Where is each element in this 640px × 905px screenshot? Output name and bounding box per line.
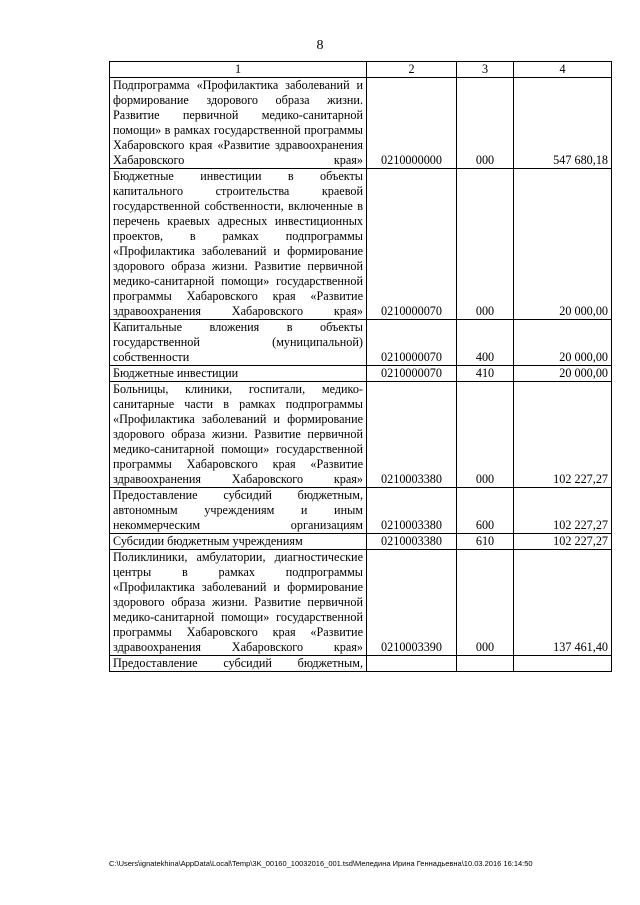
row-amount: 102 227,27 — [514, 488, 612, 534]
row-expense-type — [457, 656, 514, 672]
row-code: 0210003390 — [367, 550, 457, 656]
table-row — [110, 320, 612, 366]
row-code — [367, 656, 457, 672]
row-name: Капитальные вложения в объекты государственной (муниципальной) собственности — [110, 320, 367, 366]
column-header-1: 1 — [110, 62, 367, 78]
row-expense-type: 600 — [457, 488, 514, 534]
footer-file-path: C:\Users\ignatekhina\AppData\Local\Temp\3K_00160_10032016_001.tsd\Меледина Ирина Геннадьевна\10.03.2016 16:14:50 — [109, 859, 533, 868]
row-code: 0210000000 — [367, 78, 457, 169]
table-row — [110, 488, 612, 534]
row-name: Бюджетные инвестиции — [110, 366, 367, 382]
table-row — [110, 534, 612, 550]
row-name: Предоставление субсидий бюджетным, автономным учреждениям и иным некоммерческим организациям — [110, 488, 367, 534]
row-expense-type: 000 — [457, 78, 514, 169]
row-amount: 20 000,00 — [514, 169, 612, 320]
column-header-2: 2 — [367, 62, 457, 78]
row-code: 0210000070 — [367, 320, 457, 366]
table-row — [110, 169, 612, 320]
row-expense-type: 000 — [457, 169, 514, 320]
row-code: 0210003380 — [367, 534, 457, 550]
row-amount: 137 461,40 — [514, 550, 612, 656]
row-amount: 547 680,18 — [514, 78, 612, 169]
row-code: 0210000070 — [367, 366, 457, 382]
row-amount: 102 227,27 — [514, 534, 612, 550]
row-expense-type: 000 — [457, 550, 514, 656]
row-expense-type: 000 — [457, 382, 514, 488]
row-amount: 20 000,00 — [514, 320, 612, 366]
table-header-row — [110, 62, 612, 78]
row-name: Поликлиники, амбулатории, диагностические центры в рамках подпрограммы «Профилактика заболеваний и формирование здорового образа жизни. Развитие первичной медико-санитарной помощи» государственной программы Хабаровского края «Развитие здравоохранения Хабаровского края» — [110, 550, 367, 656]
row-code: 0210003380 — [367, 488, 457, 534]
column-header-3: 3 — [457, 62, 514, 78]
table-row — [110, 656, 612, 672]
row-name: Подпрограмма «Профилактика заболеваний и формирование здорового образа жизни. Развитие первичной медико-санитарной помощи» в рамках государственной программы Хабаровского края «Развитие здравоохранения Хабаровского края» — [110, 78, 367, 169]
row-amount: 20 000,00 — [514, 366, 612, 382]
row-name: Субсидии бюджетным учреждениям — [110, 534, 367, 550]
row-amount — [514, 656, 612, 672]
row-expense-type: 410 — [457, 366, 514, 382]
column-header-4: 4 — [514, 62, 612, 78]
table-row — [110, 78, 612, 169]
table-row — [110, 550, 612, 656]
table-row — [110, 382, 612, 488]
row-code: 0210003380 — [367, 382, 457, 488]
row-amount: 102 227,27 — [514, 382, 612, 488]
row-name: Бюджетные инвестиции в объекты капитального строительства краевой государственной собственности, включенные в перечень краевых адресных инвестиционных проектов, в рамках подпрограммы «Профилактика заболеваний и формирование здорового образа жизни. Развитие первичной медико-санитарной помощи» государственной программы Хабаровского края «Развитие здравоохранения Хабаровского края» — [110, 169, 367, 320]
row-name: Предоставление субсидий бюджетным, — [110, 656, 367, 672]
page-number: 8 — [316, 38, 324, 53]
row-expense-type: 400 — [457, 320, 514, 366]
row-expense-type: 610 — [457, 534, 514, 550]
row-code: 0210000070 — [367, 169, 457, 320]
table-row — [110, 366, 612, 382]
row-name: Больницы, клиники, госпитали, медико-санитарные части в рамках подпрограммы «Профилактика заболеваний и формирование здорового образа жизни. Развитие первичной медико-санитарной помощи» государственной программы Хабаровского края «Развитие здравоохранения Хабаровского края» — [110, 382, 367, 488]
budget-table — [109, 61, 612, 672]
